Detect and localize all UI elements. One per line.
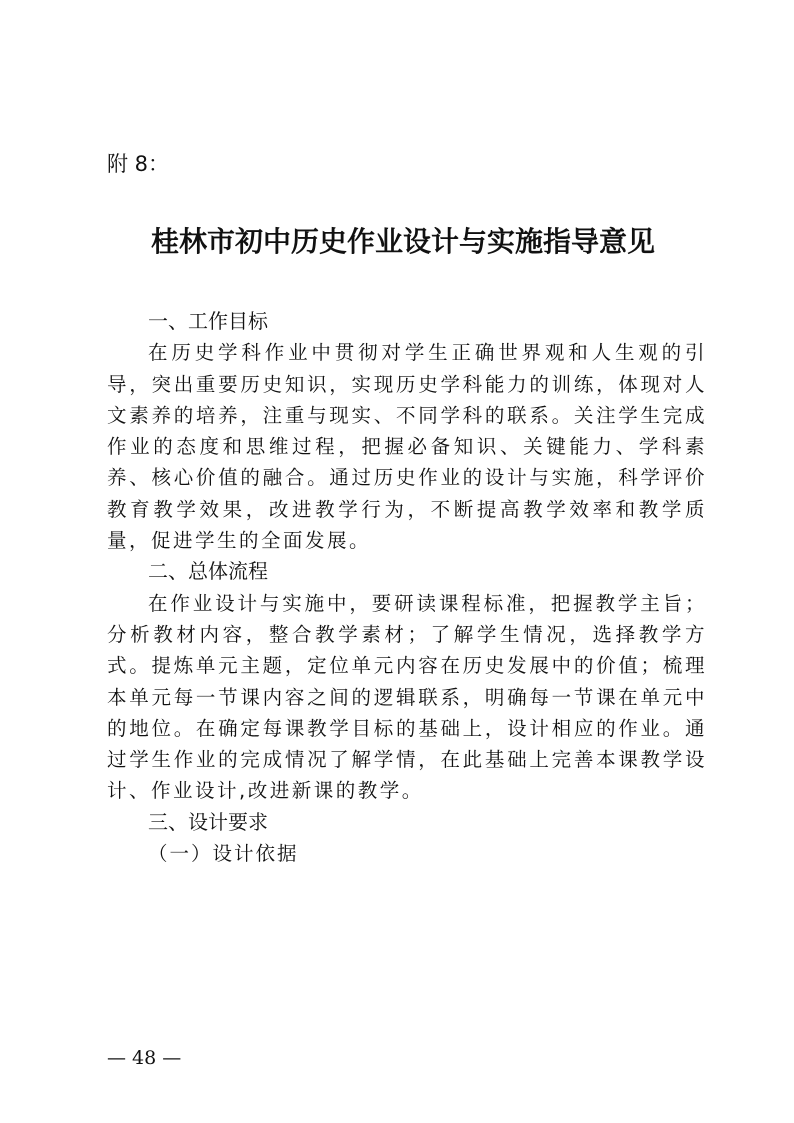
section-paragraph-process: 在作业设计与实施中，要研读课程标准，把握教学主旨；分析教材内容，整合教学素材；了解学生情况，选择教学方式。提炼单元主题，定位单元内容在历史发展中的价值；梳理本单元每一节课内容之间的逻辑联系，明确每一节课在单元中的地位。在确定每课教学目标的基础上，设计相应的作业。通过学生作业的完成情况了解学情，在此基础上完善本课教学设计、作业设计,改进新课的教学。 (107, 591, 707, 803)
subsection-heading-basis: （一）设计依据 (148, 842, 299, 866)
page-number: — 48 — (107, 1047, 182, 1069)
attachment-label: 附 8： (107, 152, 170, 176)
section-heading-process: 二、总体流程 (148, 559, 268, 584)
section-heading-goals: 一、工作目标 (148, 309, 268, 333)
document-title: 桂林市初中历史作业设计与实施指导意见 (150, 225, 655, 258)
section-heading-requirements: 三、设计要求 (148, 809, 268, 834)
section-paragraph-goals: 在历史学科作业中贯彻对学生正确世界观和人生观的引导，突出重要历史知识，实现历史学科能力的训练，体现对人文素养的培养，注重与现实、不同学科的联系。关注学生完成作业的态度和思维过程，把握必备知识、关键能力、学科素养、核心价值的融合。通过历史作业的设计与实施，科学评价教育教学效果，改进教学行为，不断提高教学效率和教学质量，促进学生的全面发展。 (107, 341, 707, 553)
document-body (107, 306, 707, 869)
